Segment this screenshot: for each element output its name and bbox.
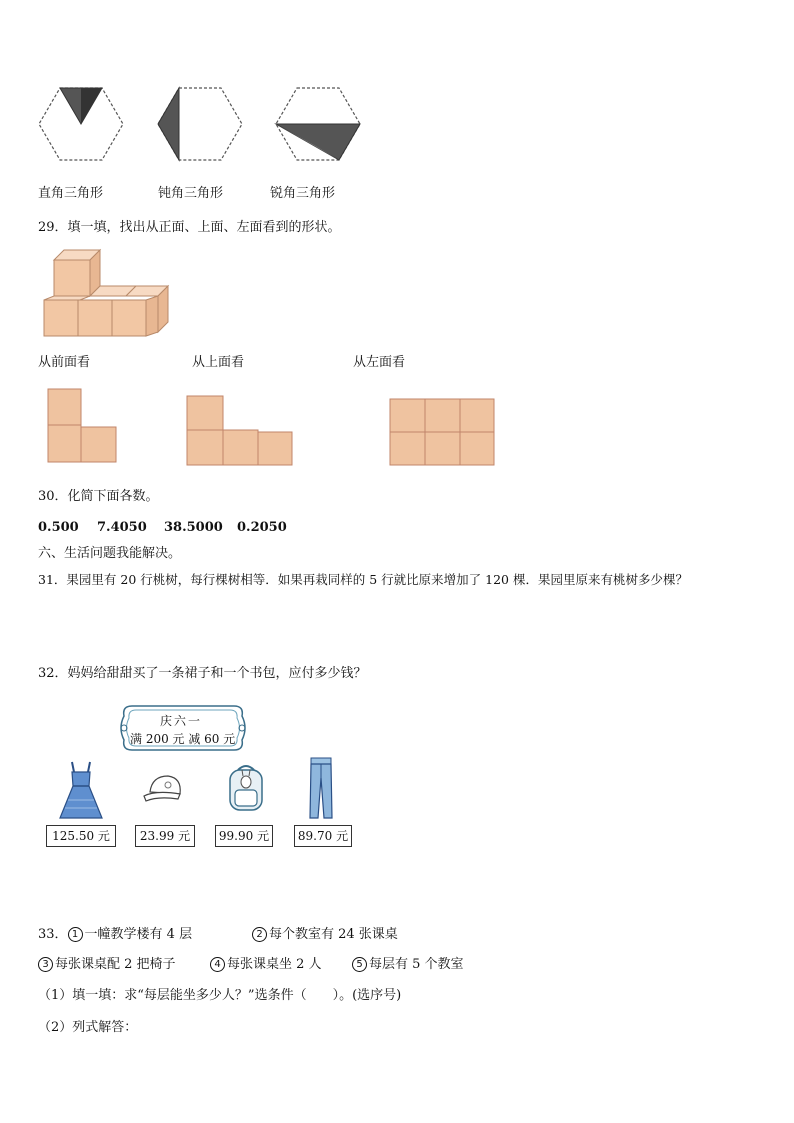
- q33-part1: （1）填一填：求“每层能坐多少人？”选条件（ ）。(选序号): [38, 988, 402, 1003]
- q33-condition-4: 每张课桌坐 2 人: [227, 957, 322, 972]
- q33-condition-5-marker: 5: [352, 957, 367, 972]
- q33-condition-3-marker: 3: [38, 957, 53, 972]
- jeans-icon: [306, 756, 336, 820]
- view-label-front: 从前面看: [38, 355, 91, 370]
- backpack-icon: [222, 762, 270, 814]
- q33-condition-2-marker: 2: [252, 927, 267, 942]
- q33-condition-5-wrap: [352, 957, 464, 973]
- q33-condition-4-wrap: [210, 957, 322, 973]
- left-view-grid: [388, 397, 496, 467]
- q29-prompt: 29．填一填，找出从正面、上面、左面看到的形状。: [38, 220, 341, 235]
- label-acute-triangle: 锐角三角形: [270, 186, 336, 201]
- cap-icon: [142, 772, 186, 806]
- promo-sign-title: 庆六一: [160, 714, 203, 728]
- label-right-triangle: 直角三角形: [38, 186, 104, 201]
- promo-sign-offer: 满 200 元 减 60 元: [130, 732, 236, 746]
- section-six-title: 六、生活问题我能解决。: [38, 546, 182, 561]
- q33-number: 33．: [38, 927, 68, 942]
- q30-number-3: 38.5000: [164, 520, 223, 535]
- q31-prompt: 31．果园里有 20 行桃树，每行棵树相等．如果再栽同样的 5 行就比原来增加了 120 棵．果园里原来有桃树多少棵？: [38, 572, 688, 587]
- top-view-grid: [185, 395, 295, 467]
- price-dress: 125.50 元: [46, 825, 116, 847]
- q33-condition-4-marker: 4: [210, 957, 225, 972]
- q33-condition-2: 每个教室有 24 张课桌: [269, 927, 398, 942]
- q33-condition-3-wrap: [38, 957, 176, 973]
- q33-line1: [38, 927, 192, 943]
- cube-figure: [42, 248, 172, 340]
- view-label-left: 从左面看: [353, 355, 406, 370]
- q33-condition-2-wrap: [252, 927, 398, 943]
- front-view-grid: [46, 387, 118, 465]
- hexagon-right-triangle: [39, 88, 123, 160]
- hexagon-obtuse-triangle: [158, 88, 242, 160]
- q33-condition-3: 每张课桌配 2 把椅子: [55, 957, 176, 972]
- hexagon-acute-triangle: [276, 88, 360, 160]
- q30-number-4: 0.2050: [237, 520, 287, 535]
- q33-part2: （2）列式解答：: [38, 1020, 138, 1035]
- price-backpack: 99.90 元: [215, 825, 273, 847]
- view-label-top: 从上面看: [192, 355, 245, 370]
- dress-icon: [58, 760, 104, 820]
- q33-condition-1-marker: 1: [68, 927, 83, 942]
- q30-prompt: 30．化简下面各数。: [38, 489, 159, 504]
- q32-prompt: 32．妈妈给甜甜买了一条裙子和一个书包，应付多少钱？: [38, 666, 367, 681]
- price-jeans: 89.70 元: [294, 825, 352, 847]
- q33-condition-1: 一幢教学楼有 4 层: [84, 927, 193, 942]
- q30-number-1: 0.500: [38, 520, 79, 535]
- q30-number-2: 7.4050: [97, 520, 147, 535]
- label-obtuse-triangle: 钝角三角形: [158, 186, 224, 201]
- q33-condition-5: 每层有 5 个教室: [369, 957, 464, 972]
- price-cap: 23.99 元: [135, 825, 195, 847]
- hexagon-figures: [36, 84, 366, 166]
